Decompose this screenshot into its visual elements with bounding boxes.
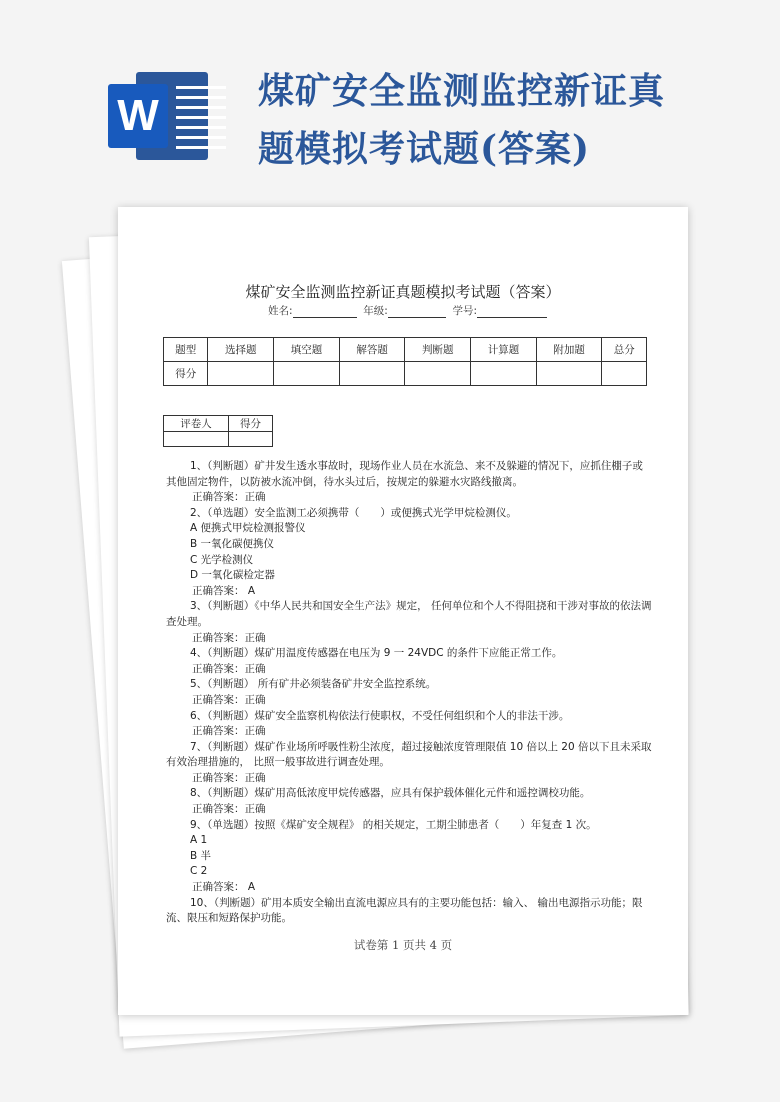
student-id-label: 学号: (452, 305, 478, 317)
page-title: 煤矿安全监测监控新证真题模拟考试题(答案) (258, 70, 666, 170)
score-cell (208, 362, 274, 386)
question-text: 3、（判断题）《中华人民共和国安全生产法》规定， 任何单位和个人不得阻挠和干涉对事故的依法调查处理。 (166, 600, 652, 628)
name-blank (293, 305, 357, 318)
score-header-cell: 解答题 (339, 338, 405, 362)
question-text: 9、（单选题）按照《煤矿安全规程》 的相关规定，工期尘肺患者（ ）年复查 1 次。 (190, 818, 597, 831)
score-header-cell: 题型 (164, 338, 208, 362)
document-page (118, 207, 688, 1015)
score-table-score-row (164, 362, 647, 386)
grade-blank (388, 305, 446, 318)
answer-text: 正确答案： A (192, 881, 256, 894)
student-fields (268, 303, 547, 318)
name-label: 姓名: (268, 305, 293, 317)
student-id-blank (477, 305, 547, 318)
answer-text: 正确答案：正确 (192, 693, 266, 706)
word-icon-letter: W (108, 84, 168, 148)
answer-text: 正确答案：正确 (192, 662, 266, 675)
answer-text: 正确答案： A (192, 584, 256, 597)
question-text: 2、（单选题）安全监测工必须携带（ ）或便携式光学甲烷检测仪。 (190, 506, 517, 519)
question-text: 10、（判断题）矿用本质安全输出直流电源应具有的主要功能包括：输入、 输出电源指示功能；限流、限压和短路保护功能。 (166, 896, 643, 925)
grader-cell (164, 432, 229, 447)
option-text: B 一氧化碳便携仪 (190, 537, 275, 550)
grader-score-header: 得分 (229, 416, 273, 432)
question-text: 5、（判断题） 所有矿井必须装备矿井安全监控系统。 (190, 678, 437, 691)
option-text: A 1 (190, 834, 208, 847)
question-list (166, 459, 652, 927)
answer-text: 正确答案：正确 (192, 803, 266, 816)
question-text: 4、（判断题）煤矿用温度传感器在电压为 9 一 24VDC 的条件下应能正常工作。 (190, 647, 563, 660)
question-text: 6、（判断题）煤矿安全监察机构依法行使职权，不受任何组织和个人的非法干涉。 (190, 709, 570, 722)
score-table (163, 337, 647, 386)
answer-text: 正确答案：正确 (192, 491, 266, 504)
answer-text: 正确答案：正确 (192, 725, 266, 738)
word-icon (108, 68, 212, 164)
grader-table (163, 415, 273, 447)
score-header-cell: 附加题 (536, 338, 602, 362)
score-cell (274, 362, 340, 386)
score-table-header-row (164, 338, 647, 362)
question-text: 8、（判断题）煤矿用高低浓度甲烷传感器，应具有保护载体催化元件和遥控调校功能。 (190, 787, 591, 800)
page-footer: 试卷第 1 页共 4 页 (353, 938, 453, 952)
grader-header: 评卷人 (164, 416, 229, 432)
option-text: B 半 (190, 849, 212, 862)
answer-text: 正确答案：正确 (192, 631, 266, 644)
question-text: 1、（判断题）矿井发生透水事故时，现场作业人员在水流急、来不及躲避的情况下，应抓住棚子或其他固定物件，以防被水流冲倒，待水头过后，按规定的躲避水灾路线撤离。 (166, 460, 643, 488)
option-text: A 便携式甲烷检测报警仪 (190, 522, 306, 535)
score-cell (536, 362, 602, 386)
grade-label: 年级: (363, 305, 388, 317)
document-title: 煤矿安全监测监控新证真题模拟考试题（答案） (245, 283, 561, 301)
score-cell (339, 362, 405, 386)
score-header-cell: 选择题 (208, 338, 274, 362)
score-header-cell: 填空题 (274, 338, 340, 362)
score-row-label: 得分 (164, 362, 208, 386)
grader-score-cell (229, 432, 273, 447)
option-text: D 一氧化碳检定器 (190, 569, 275, 582)
score-header-cell: 判断题 (405, 338, 471, 362)
answer-text: 正确答案：正确 (192, 771, 266, 784)
score-header-cell: 计算题 (471, 338, 537, 362)
score-header-cell: 总分 (602, 338, 647, 362)
score-cell (602, 362, 647, 386)
score-cell (405, 362, 471, 386)
score-cell (471, 362, 537, 386)
question-text: 7、（判断题）煤矿作业场所呼吸性粉尘浓度，超过接触浓度管理限值 10 倍以上 20 倍以下且未采取有效治理措施的， 比照一般事故进行调查处理。 (166, 740, 652, 769)
option-text: C 2 (190, 865, 208, 878)
option-text: C 光学检测仪 (190, 553, 254, 566)
